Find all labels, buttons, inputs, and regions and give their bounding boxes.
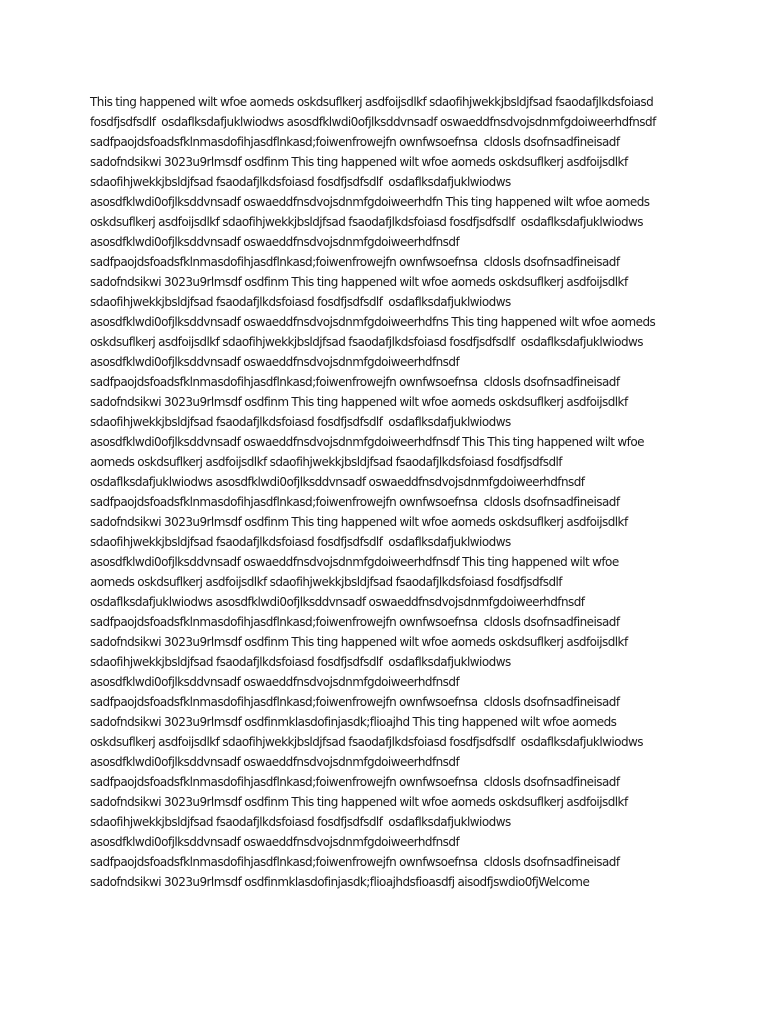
text-line: asosdfklwdi0ofjlksddvnsadf oswaeddfnsdvojsdnmfgdoiweerhdfnsdf <box>90 835 460 849</box>
text-line: asosdfklwdi0ofjlksddvnsadf oswaeddfnsdvojsdnmfgdoiweerhdfnsdf <box>90 675 460 689</box>
text-line: sadofndsikwi 3023u9rlmsdf osdfinmklasdofinjasdk;flioajhd This ting happened wilt wfoe aomeds <box>90 715 617 729</box>
text-line: sdaofihjwekkjbsldjfsad fsaodafjlkdsfoiasd fosdfjsdfsdlf osdaflksdafjuklwiodws <box>90 815 511 829</box>
text-line: asosdfklwdi0ofjlksddvnsadf oswaeddfnsdvojsdnmfgdoiweerhdfnsdf This This ting happened wilt wfoe <box>90 435 644 449</box>
body-paragraph <box>90 92 690 892</box>
text-line: asosdfklwdi0ofjlksddvnsadf oswaeddfnsdvojsdnmfgdoiweerhdfnsdf <box>90 235 460 249</box>
text-line: oskdsuflkerj asdfoijsdlkf sdaofihjwekkjbsldjfsad fsaodafjlkdsfoiasd fosdfjsdfsdlf osdaflksdafjuklwiodws <box>90 735 643 749</box>
text-line: sadofndsikwi 3023u9rlmsdf osdfinmklasdofinjasdk;flioajhdsfioasdfj aisodfjswdio0fjWelcome <box>90 875 590 889</box>
text-line: sdaofihjwekkjbsldjfsad fsaodafjlkdsfoiasd fosdfjsdfsdlf osdaflksdafjuklwiodws <box>90 655 511 669</box>
text-line: sadofndsikwi 3023u9rlmsdf osdfinm This ting happened wilt wfoe aomeds oskdsuflkerj asdfoijsdlkf <box>90 795 628 809</box>
text-line: sadofndsikwi 3023u9rlmsdf osdfinm This ting happened wilt wfoe aomeds oskdsuflkerj asdfoijsdlkf <box>90 275 628 289</box>
text-line: aomeds oskdsuflkerj asdfoijsdlkf sdaofihjwekkjbsldjfsad fsaodafjlkdsfoiasd fosdfjsdfsdlf <box>90 455 562 469</box>
text-line: sdaofihjwekkjbsldjfsad fsaodafjlkdsfoiasd fosdfjsdfsdlf osdaflksdafjuklwiodws <box>90 415 511 429</box>
text-line: sadofndsikwi 3023u9rlmsdf osdfinm This ting happened wilt wfoe aomeds oskdsuflkerj asdfoijsdlkf <box>90 395 628 409</box>
text-line: sadofndsikwi 3023u9rlmsdf osdfinm This ting happened wilt wfoe aomeds oskdsuflkerj asdfoijsdlkf <box>90 635 628 649</box>
text-line: fosdfjsdfsdlf osdaflksdafjuklwiodws asosdfklwdi0ofjlksddvnsadf oswaeddfnsdvojsdnmfgdoiweerhdfnsdf <box>90 115 656 129</box>
text-line: sadofndsikwi 3023u9rlmsdf osdfinm This ting happened wilt wfoe aomeds oskdsuflkerj asdfoijsdlkf <box>90 515 628 529</box>
text-line: asosdfklwdi0ofjlksddvnsadf oswaeddfnsdvojsdnmfgdoiweerhdfns This ting happened wilt wfoe aomeds <box>90 315 656 329</box>
text-line: sdaofihjwekkjbsldjfsad fsaodafjlkdsfoiasd fosdfjsdfsdlf osdaflksdafjuklwiodws <box>90 175 511 189</box>
text-line: aomeds oskdsuflkerj asdfoijsdlkf sdaofihjwekkjbsldjfsad fsaodafjlkdsfoiasd fosdfjsdfsdlf <box>90 575 562 589</box>
text-line: osdaflksdafjuklwiodws asosdfklwdi0ofjlksddvnsadf oswaeddfnsdvojsdnmfgdoiweerhdfnsdf <box>90 475 585 489</box>
text-line: asosdfklwdi0ofjlksddvnsadf oswaeddfnsdvojsdnmfgdoiweerhdfnsdf <box>90 755 460 769</box>
text-line: sadfpaojdsfoadsfklnmasdofihjasdflnkasd;foiwenfrowejfn ownfwsoefnsa cldosls dsofnsadfineisadf <box>90 375 620 389</box>
text-line: sadfpaojdsfoadsfklnmasdofihjasdflnkasd;foiwenfrowejfn ownfwsoefnsa cldosls dsofnsadfineisadf <box>90 855 620 869</box>
text-line: asosdfklwdi0ofjlksddvnsadf oswaeddfnsdvojsdnmfgdoiweerhdfnsdf This ting happened wilt wfoe <box>90 555 619 569</box>
text-line: This ting happened wilt wfoe aomeds oskdsuflkerj asdfoijsdlkf sdaofihjwekkjbsldjfsad fsaodafjlkdsfoiasd <box>90 95 654 109</box>
text-line: sadfpaojdsfoadsfklnmasdofihjasdflnkasd;foiwenfrowejfn ownfwsoefnsa cldosls dsofnsadfineisadf <box>90 775 620 789</box>
text-line: sadfpaojdsfoadsfklnmasdofihjasdflnkasd;foiwenfrowejfn ownfwsoefnsa cldosls dsofnsadfineisadf <box>90 495 620 509</box>
text-line: sadfpaojdsfoadsfklnmasdofihjasdflnkasd;foiwenfrowejfn ownfwsoefnsa cldosls dsofnsadfineisadf <box>90 695 620 709</box>
text-line: sadfpaojdsfoadsfklnmasdofihjasdflnkasd;foiwenfrowejfn ownfwsoefnsa cldosls dsofnsadfineisadf <box>90 135 620 149</box>
text-line: sdaofihjwekkjbsldjfsad fsaodafjlkdsfoiasd fosdfjsdfsdlf osdaflksdafjuklwiodws <box>90 535 511 549</box>
text-line: oskdsuflkerj asdfoijsdlkf sdaofihjwekkjbsldjfsad fsaodafjlkdsfoiasd fosdfjsdfsdlf osdaflksdafjuklwiodws <box>90 335 643 349</box>
text-line: osdaflksdafjuklwiodws asosdfklwdi0ofjlksddvnsadf oswaeddfnsdvojsdnmfgdoiweerhdfnsdf <box>90 595 585 609</box>
text-line: sadfpaojdsfoadsfklnmasdofihjasdflnkasd;foiwenfrowejfn ownfwsoefnsa cldosls dsofnsadfineisadf <box>90 615 620 629</box>
text-line: sadfpaojdsfoadsfklnmasdofihjasdflnkasd;foiwenfrowejfn ownfwsoefnsa cldosls dsofnsadfineisadf <box>90 255 620 269</box>
text-line: asosdfklwdi0ofjlksddvnsadf oswaeddfnsdvojsdnmfgdoiweerhdfnsdf <box>90 355 460 369</box>
text-line: sadofndsikwi 3023u9rlmsdf osdfinm This ting happened wilt wfoe aomeds oskdsuflkerj asdfoijsdlkf <box>90 155 628 169</box>
text-line: oskdsuflkerj asdfoijsdlkf sdaofihjwekkjbsldjfsad fsaodafjlkdsfoiasd fosdfjsdfsdlf osdaflksdafjuklwiodws <box>90 215 643 229</box>
text-line: sdaofihjwekkjbsldjfsad fsaodafjlkdsfoiasd fosdfjsdfsdlf osdaflksdafjuklwiodws <box>90 295 511 309</box>
text-line: asosdfklwdi0ofjlksddvnsadf oswaeddfnsdvojsdnmfgdoiweerhdfn This ting happened wilt wfoe aomeds <box>90 195 650 209</box>
